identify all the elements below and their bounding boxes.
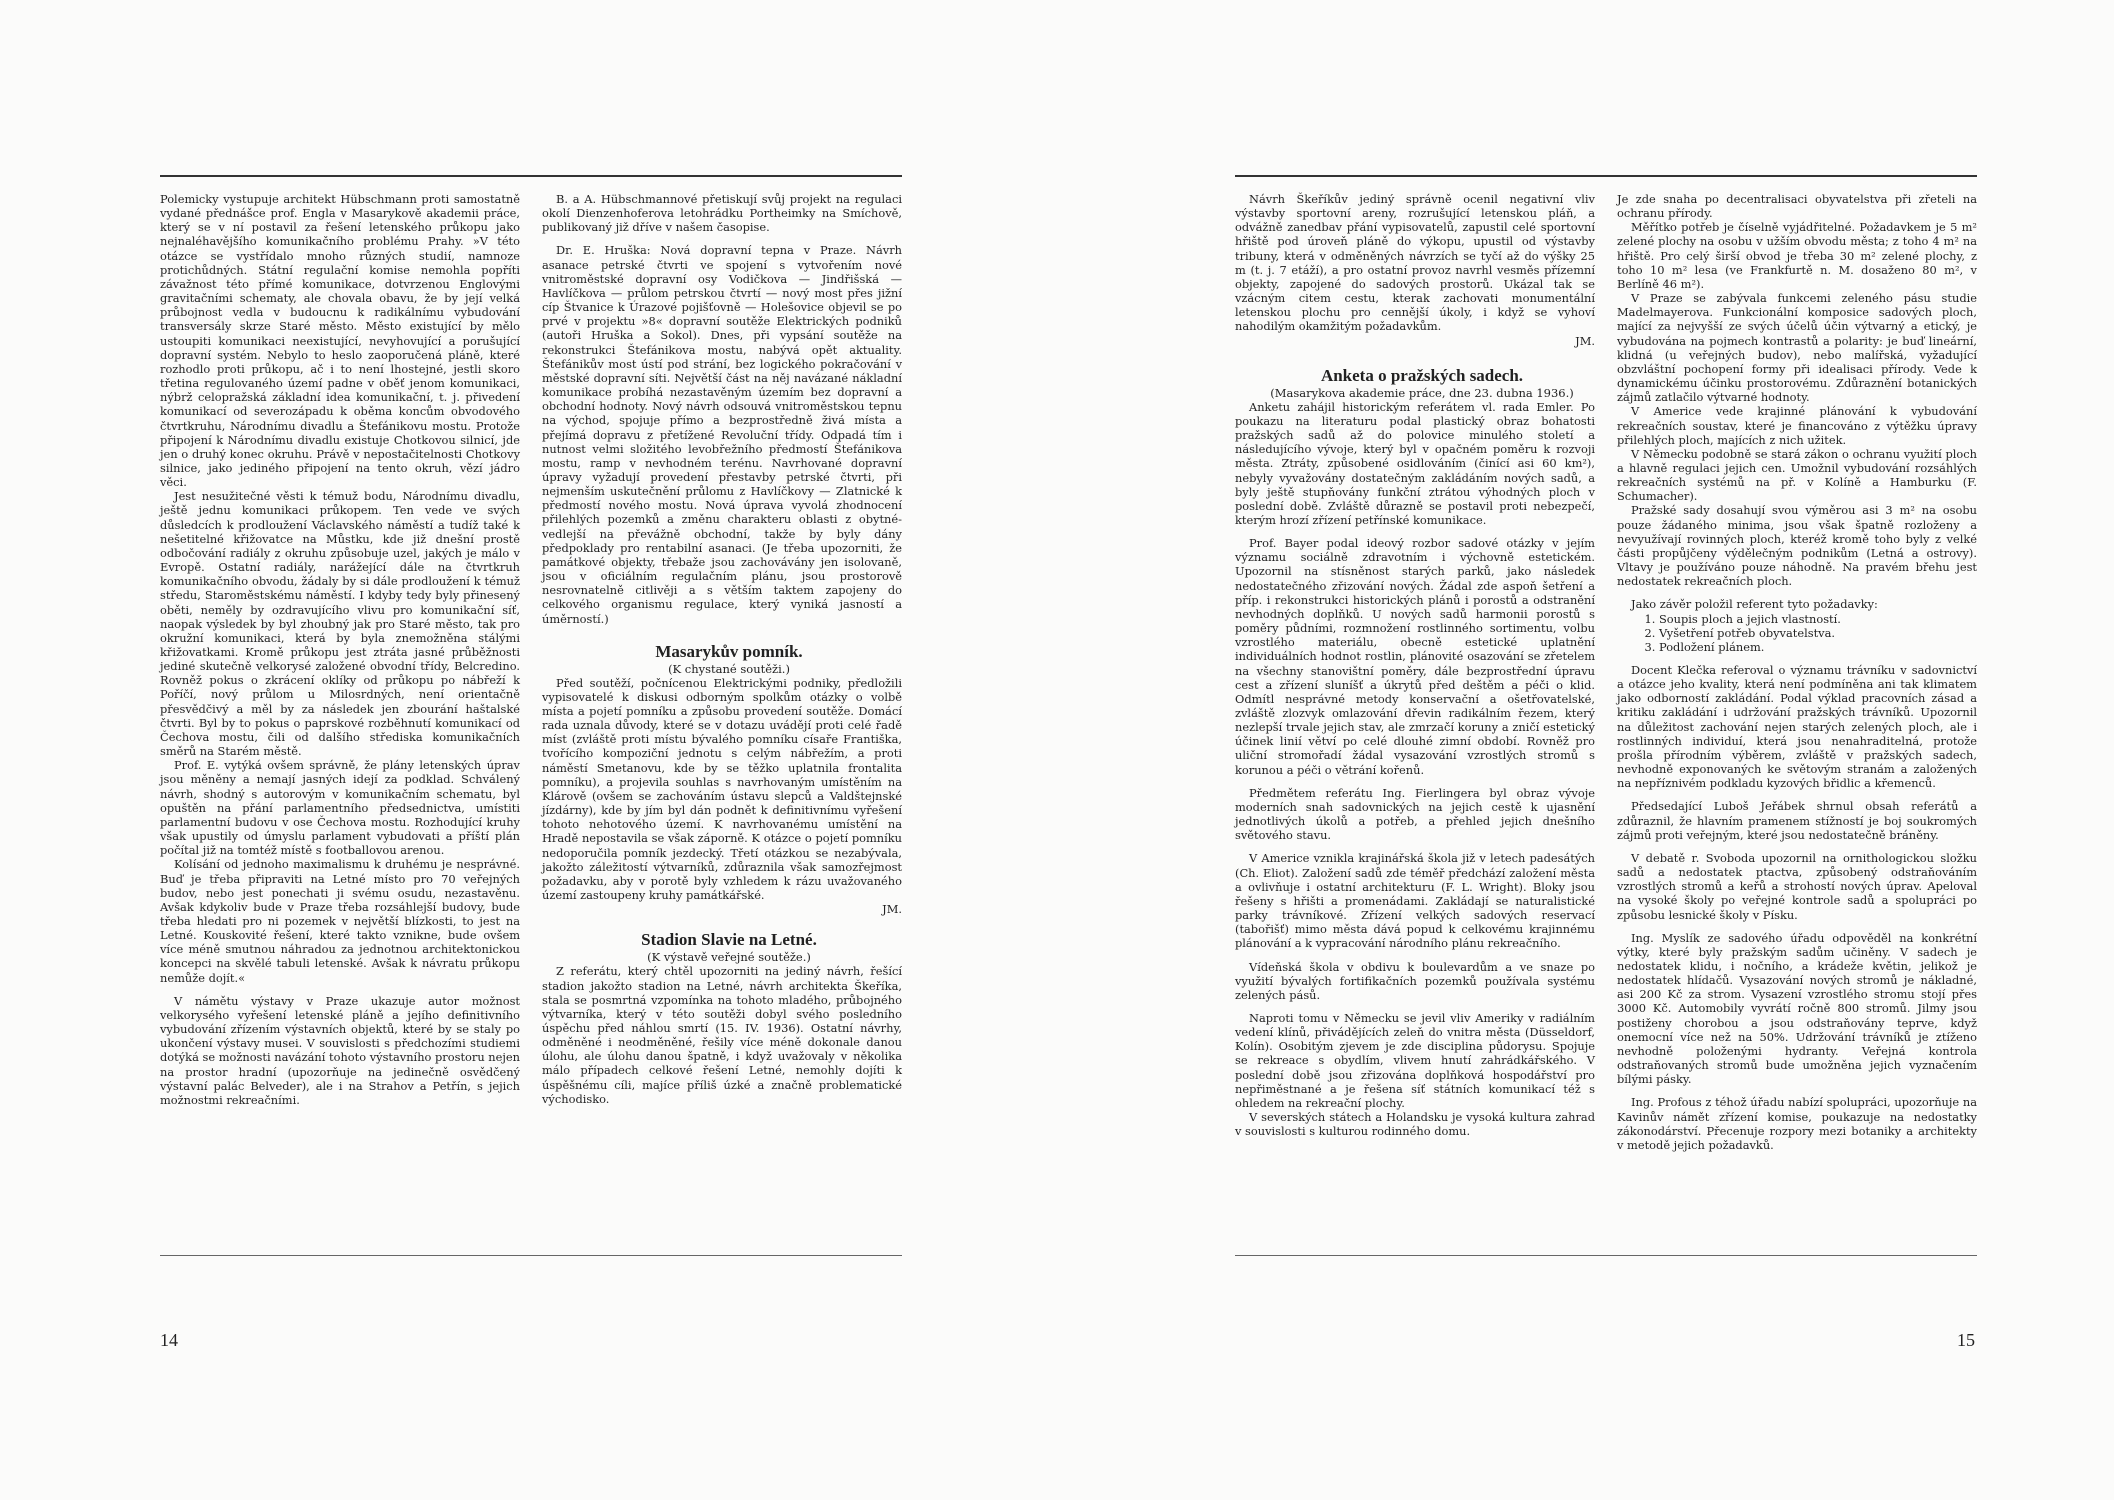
paragraph: Ing. Myslík ze sadového úřadu odpověděl na konkrétní výtky, které byly pražským sadům učiněny. V sadech je nedostatek klidu, i nočního, a krádeže květin, jelikož je nedostatek hlídačů. Vysazování nových stromů je nákladné, asi 200 Kč za strom. Vysazení vzrostlého stromu stojí přes 3000 Kč. Automobily vyvrátí ročně 800 stromů. Jilmy jsou postiženy chorobou a jsou odstraňovány teprve, když onemocní více než na 50%. Udržování trávníků je ztíženo nevhodně položenými hydranty. Veřejná kontrola odstraňovaných stromů bude umožněna jejich vyznačením bílými pásky. <box>1617 930 1977 1087</box>
paragraph: Předmětem referátu Ing. Fierlingera byl obraz vývoje moderních snah sadovnických na jejich cestě k ujasnění jednotlivých úkolů a potřeb, a přehled jejich dnešního světového stavu. <box>1235 785 1595 843</box>
paragraph: V Německu podobně se stará zákon o ochranu využití ploch a hlavně regulaci jejich cen. Umožnil vybudování rozsáhlých rekreačních systémů na př. v Kolíně a Hamburku (F. Schumacher). <box>1617 446 1977 504</box>
paragraph: Předsedající Luboš Jeřábek shrnul obsah referátů a zdůraznil, že hlavním pramenem stížností je boj soukromých zájmů proti veřejným, které jsou nedostatečně bráněny. <box>1617 799 1977 842</box>
paragraph: B. a A. Hübschmannové přetiskují svůj projekt na regulaci okolí Dienzenhoferova letohrádku Portheimky na Smíchově, publikovaný již dříve v našem časopise. <box>542 192 902 235</box>
paragraph: V Americe vznikla krajinářská škola již v letech padesátých (Ch. Eliot). Založení sadů zde téměř předchází založení města a ovlivňuje i ostatní architekturu (F. L. Wright). Bloky jsou řešeny s hřišti a promenádami. Zakládají se naturalistické parky trávníkové. Zřízení velkých sadových reservací (tabořišť) mimo města dává popud k celkovému krajinnému plánování a k vypracování národního plánu rekreačního. <box>1235 851 1595 951</box>
paragraph: Je zde snaha po decentralisaci obyvatelstva při zřeteli na ochranu přírody. <box>1617 192 1977 221</box>
paragraph: Návrh Škeříkův jediný správně ocenil negativní vliv výstavby sportovní areny, rozrušující letenskou pláň, a odvážně zanedbav přání vypisovatelů, zapustil celé sportovní hřiště pod úroveň pláně do výkopu, upustil od výstavby tribuny, která v odměněných návrzích se tyčí až do výšky 25 m (t. j. 7 etáží), a pro ostatní provoz navrhl vesměs přízemní objekty, zapojené do sadových prostorů. Ukázal tak se vzácným citem cestu, kterak zachovati monumentální letenskou plochu pro cennější úkoly, i když se vyhoví nahodilým okamžitým požadavkům. <box>1235 192 1595 334</box>
bottom-rule <box>160 1255 902 1256</box>
section-heading: Masarykův pomník. <box>655 641 803 661</box>
paragraph: Z referátu, který chtěl upozorniti na jediný návrh, řešící stadion jakožto stadion na Letné, návrh architekta Škeříka, stala se posmrtná vzpomínka na tohoto mladého, průbojného výtvarníka, který v této soutěži dobyl svého posledního úspěchu před náhlou smrtí (15. IV. 1936). Ostatní návrhy, odměněné i neodměněné, řešily více méně dokonale danou úlohu, ale úlohu danou špatně, i když uvažovaly v několika málo případech celkové řešení Letné, nemohly dojíti k úspěšnému cíli, majíce příliš úzké a značně problematické východisko. <box>542 964 902 1106</box>
right-column-1 <box>1235 192 1595 1138</box>
paragraph: Jest nesužitečné věsti k témuž bodu, Národnímu divadlu, ještě jednu komunikaci průkopem. Ten vede ve svých důsledcích k prodloužení Václavského náměstí a tudíž také k nešetitelné křižovatce na Můstku, kde již dnešní prostě odbočování radiály z okruhu způsobuje uzel, jakých je málo v Evropě. Ostatní radiály, narážející dále na čtvrtkruh komunikačního obvodu, žádaly by si dále prodloužení k témuž středu, Staroměstskému náměstí. I kdyby tedy byly přinesený oběti, neměly by ozdravujícího vlivu pro komunikační síť, naopak výsledek by byl zhoubný jak pro Staré město, tak pro okružní komunikaci, která by byla znemožněna stálými křižovatkami. Kromě průkopu jest ztráta jasné průběžnosti jediné skutečně velkorysé založené obvodní třídy, Belcredino. Rovněž pokus o zkrácení oklíky od průkopu po nábřeží k Poříčí, nový průlom u Milosrdných, není orientačně přesvědčivý a měl by za následek jen zbourání haštalské čtvrti. Byl by to pokus o paprskové rozběhnutí komunikací od Čechova mostu, čili od dalšího střediska komunikačních směrů na Starém městě. <box>160 489 520 759</box>
section-subheading: (Masarykova akademie práce, dne 23. dubna 1936.) <box>1270 385 1574 400</box>
paragraph: Ing. Profous z téhož úřadu nabízí spolupráci, upozorňuje na Kavinův námět zřízení komise, poukazuje na nedostatky zákonodárství. Přecenuje rozpory mezi botaniky a architekty v metodě jejich požadavků. <box>1617 1095 1977 1152</box>
paragraph: Kolísání od jednoho maximalismu k druhému je nesprávné. Buď je třeba připraviti na Letné místo pro 70 veřejných budov, nebo jest ponechati ji svému osudu, nezastavěnu. Avšak kdykoliv bude v Praze třeba rozsáhlejší budovy, bude třeba hledati pro ni pozemek v největší blízkosti, to jest na Letné. Kouskovité řešení, které takto vznikne, bude ovšem více méně smutnou náhradou za jednotnou architektonickou koncepci na skvělé tabuli letenské. Avšak k návratu průkopu nemůže dojít.« <box>160 857 520 985</box>
section-subheading: (K výstavě veřejné soutěže.) <box>647 950 811 965</box>
list-item: 3. Podložení plánem. <box>1659 640 1977 654</box>
paragraph: Prof. Bayer podal ideový rozbor sadové otázky v jejím významu sociálně zdravotním i výchovně estetickém. Upozornil na stísněnost starých parků, jako následek nedostatečného zřizování nových. Žádal zde aspoň šetření a příp. i rekonstrukci historických plánů i porostů a odstranění nevhodných doplňků. U nových sadů harmonii porostů s poměry půdními, rozmnožení rostlinného sortimentu, volbu vzrostlého materiálu, obecně estetické uplatnění individuálních hodnot rostlin, plánovité osazování se zřetelem na všechny stanovištní poměry, dále bezprostřední úpravu cest a zřízení sluníšť a úkrytů před deštěm a péči o klid. Odmítl nesprávné metody konservační a ošetřovatelské, zvláště zlozvyk omlazování dřevin radikálním řezem, který nezlepší trvale jejich stav, ale zmrzačí koruny a zničí estetický účinek linií větví po celé dlouhé zimní období. Rovněž pro uliční stromořadí žádal vysazování vzrostlých stromů s korunou a péči o větrání kořenů. <box>1235 536 1595 777</box>
left-column-2 <box>542 192 902 1106</box>
paragraph: V Praze se zabývala funkcemi zeleného pásu studie Madelmayerova. Funkcionální komposice sadových ploch, mající za nejvyšší ze svých účelů účin výtvarný a etický, je vybudována na pojmech kontrastů a polarity: je buď lineární, klidná (u veřejných budov), nebo malířská, vyžadující obzvláštní pochopení formy při idealisaci přírody. Vede k dynamickému účinku prostorovému. Zdůraznění botanických zájmů zatlačilo výtvarné hodnoty. <box>1617 291 1977 405</box>
list-item: 1. Soupis ploch a jejich vlastností. <box>1659 612 1977 626</box>
top-rule <box>1235 175 1977 177</box>
signature: JM. <box>882 902 902 917</box>
right-page <box>1057 0 2114 1500</box>
bottom-rule <box>1235 1255 1977 1256</box>
paragraph: V debatě r. Svoboda upozornil na ornithologickou složku sadů a nedostatek ptactva, způsobený odstraňováním vzrostlých stromů a keřů a strohostí nových úprav. Apeloval na vysoké školy po veřejné kontrole sadů a spolupráci po způsobu lesnické školy v Písku. <box>1617 850 1977 922</box>
paragraph: V námětu výstavy v Praze ukazuje autor možnost velkorysého vyřešení letenské pláně a jejího definitivního vybudování zřízením výstavních objektů, které by se staly po ukončení výstavy musei. V souvislosti s předchozími studiemi dotýká se možnosti navázání tohoto výstavního prostoru nejen na prostor hradní (upozorňuje na jedinečně osvědčený výstavní palác Belveder), ale i na Strahov a Petřín, s jejich možnostmi rekreačními. <box>160 993 520 1107</box>
paragraph: Dr. E. Hruška: Nová dopravní tepna v Praze. Návrh asanace petrské čtvrti ve spojení s vytvořením nové vnitroměstské dopravní osy Vodičkova — Jindřišská — Havlíčkova — průlom petrskou čtvrtí — nový most přes jižní cíp Štvanice k Úrazové pojišťovně — Holešovice objevil se po prvé v projektu »8« dopravní soutěže Elektrických podniků (autoři Hruška a Sokol). Dnes, při vypsání soutěže na rekonstrukci Štefánikova mostu, nabývá opět aktuality. Štefánikův most ústí pod strání, bez logického pokračování v městské dopravní síti. Největší část na něj navázané nákladní komunikace probíhá nezastavěným územím bez dopravní a obchodní hodnoty. Nový návrh odsouvá vnitroměstskou tepnu na východ, spojuje přímo a bezprostředně živá místa a přejímá dopravu z přetížené Revoluční třídy. Odpadá tím i nutnost velmi složitého levobřežního předmostí Štefánikova mostu, ramp v nevhodném terénu. Navrhované dopravní úpravy vyžadují provedení přestavby petrské čtvrti, při nejmenším uskutečnění průlomu z Havlíčkovy — Zlatnické k předmostí nového mostu. Nová úprava vyvolá zhodnocení přilehlých pozemků a změnu charakteru oblasti z obytné-vedlejší na převážně obchodní, takže by byly dány předpoklady pro rentabilní asanaci. (Je třeba upozorniti, že památkové objekty, třebaže jsou zachovávány jen isolovaně, jsou v oficiálním regulačním plánu, jsou prostorově nesrovnatelně citlivěji a s větším taktem zapojeny do celkového organismu regulace, který vyniká jasností a úměrností.) <box>542 243 902 626</box>
paragraph: Naproti tomu v Německu se jevil vliv Ameriky v radiálním vedení klínů, přivádějících zeleň do vnitra města (Düsseldorf, Kolín). Osobitým zjevem je zde disciplina půdorysu. Spojuje se rekreace s obydlím, vlivem hnutí zahrádkářského. V poslední době jsou zřizována doplňková hospodářství pro nepřiměstnané a je řešena síť státních komunikací též s ohledem na rekreační plochy. <box>1235 1010 1595 1110</box>
page-number: 14 <box>160 1330 178 1350</box>
section-subheading: (K chystané soutěži.) <box>668 661 790 676</box>
list-item: 2. Vyšetření potřeb obyvatelstva. <box>1659 626 1977 640</box>
paragraph: Měřítko potřeb je číselně vyjádřitelné. Požadavkem je 5 m² zelené plochy na osobu v užším obvodu města; z toho 4 m² na hřiště. Pro celý širší obvod je třeba 30 m² zelené plochy, z toho 10 m² lesa (ve Frankfurtě n. M. dosaženo 80 m², v Berlíně 46 m²). <box>1617 220 1977 291</box>
top-rule <box>160 175 902 177</box>
page-number: 15 <box>1957 1330 1975 1350</box>
left-column-1 <box>160 192 520 1107</box>
paragraph: Pražské sady dosahují svou výměrou asi 3 m² na osobu pouze žádaného minima, jsou však špatně rozloženy a nevyužívají rovinných ploch, kteréž kromě toho byly z velké části propůjčeny výdělečným podnikům (Letná a ostrovy). Vltavy je používáno pouze náhodně. Na pravém břehu jest nedostatek rekreačních ploch. <box>1617 503 1977 589</box>
signature: JM. <box>1575 333 1595 348</box>
paragraph: Prof. E. vytýká ovšem správně, že plány letenských úprav jsou měněny a nemají jasných idejí za podklad. Schválený návrh, shodný s autorovým v komunikačním schematu, byl opuštěn na přání parlamentního předsednictva, umístiti parlamentní budovu v ose Čechova mostu. Rozhodující kruhy však upustily od úmyslu parlament vybudovati a příští plán počítal již na tomtéž místě s footballovou arenou. <box>160 758 520 858</box>
list-intro: Jako závěr položil referent tyto požadavky: <box>1631 597 1878 612</box>
section-heading: Stadion Slavie na Letné. <box>641 930 817 950</box>
paragraph: V Americe vede krajinné plánování k vybudování rekreačních soustav, které je financováno z výtěžku úpravy přilehlých ploch, majících z nich užitek. <box>1617 404 1977 447</box>
paragraph: Anketu zahájil historickým referátem vl. rada Emler. Po poukazu na literaturu podal plastický obraz bohatosti pražských sadů až do polovice minulého století a následujícího vývoje, který byl v opačném poměru k rozvoji města. Ztráty, způsobené osidlováním (činící asi 60 km²), nebyly vyvažovány dostatečným zakládáním nových sadů, a byly ještě stupňovány funkční ztrátou výhodných ploch v poslední době. Zvláště důrazně se postavil proti nebezpečí, kterým hrozí zřízení petřínské komunikace. <box>1235 399 1595 527</box>
paragraph: Polemicky vystupuje architekt Hübschmann proti samostatně vydané přednášce prof. Engla v Masarykově akademii práce, který se v ní postavil za řešení letenského průkopu jako nejnaléhavějšího komunikačního problému Prahy. »V této otázce se vystřídalo mnoho různých studií, namnoze protichůdných. Státní regulační komise nemohla popříti závažnost této přímé komunikace, dotvrzenou Englovými gravitačními schematy, ale chovala obavu, že by její velká průbojnost vedla v budoucnu k radikálnímu vybudování transversály skrze Staré město. Město existující by mělo ustoupiti komunikaci neexistující, nevyhovující a porušující dopravní systém. Nebylo to heslo zaoporučená pláně, které rozhodlo proti průkopu, ač i to není lhostejné, jestli skoro třetina regulovaného území padne v oběť jenom komunikaci, nýbrž celopražská základní idea komunikační, t. j. přivedení komunikací od severozápadu k oběma koncům obvodového čtvrtkruhu, Národnímu divadlu a Štefánikovu mostu. Protože připojení k Národnímu divadlu existuje Chotkovou silnicí, jde jen o druhý konec okruhu. Právě v nepostačitelnosti Chotkovy silnice, jako jediného připojení na tento okruh, vězí jádro věci. <box>160 192 520 490</box>
paragraph: Docent Klečka referoval o významu trávníku v sadovnictví a otázce jeho kvality, která není podmíněna ani tak klimatem jako odborností zakládání. Podal výklad pracovních zásad a kritiku zakládání i udržování pražských trávníků. Upozornil na důležitost zachování nejen starých zelených ploch, ale i rostlinných individuí, která jsou nenahraditelná, protože prošla přírodním výběrem, zvláště v pražských sadech, nevhodně exponovaných ke světovým stranám a založených na nepříznivém podkladu kyzových břidlic a křemenců. <box>1617 663 1977 791</box>
paragraph: Vídeňská škola v obdivu k boulevardům a ve snaze po využití bývalých fortifikačních pozemků používala systému zelených pásů. <box>1235 959 1595 1002</box>
section-heading: Anketa o pražských sadech. <box>1320 365 1524 385</box>
requirements-list <box>1617 612 1977 654</box>
paragraph: V severských státech a Holandsku je vysoká kultura zahrad v souvislosti s kulturou rodinného domu. <box>1235 1110 1595 1139</box>
paragraph: Před soutěží, počnícenou Elektrickými podniky, předložili vypisovatelé k diskusi odborným spolkům otázky o volbě místa a pojetí pomníku a způsobu provedení soutěže. Domácí rada uznala důvody, které se v dotazu uvádějí proti celé řadě míst (zvláště proti místu bývalého pomníku císaře Františka, tvořícího kompoziční jednotu s celým nábřežím, a proti náměstí Smetanovu, kde by se těžko uplatnila frontalita pomníku), a projevila souhlas s navrhovaným umístěním na Klárově (ovšem se zachováním ústavu slepců a Valdštejnské jízdárny), kde by jím byl dán podnět k definitivnímu vyřešení tohoto nehotového území. K navrhovanému umístění na Hradě nepostavila se však záporně. K otázce o pojetí pomníku nedoporučila pomník jezdecký. Třetí otázkou se nezabývala, jakožto záležitostí výtvarníků, zdůraznila však samozřejmost požadavku, aby v porotě byly vzhledem k rázu uvažovaného území zastoupeny kruhy památkářské. <box>542 675 902 903</box>
right-column-2 <box>1617 192 1977 1152</box>
